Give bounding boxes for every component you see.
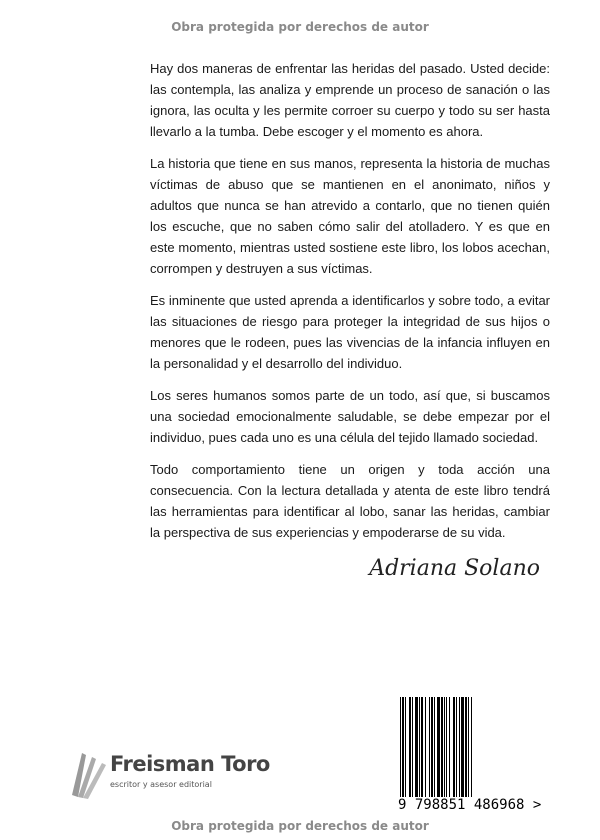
paragraph: Los seres humanos somos parte de un todo, así que, si buscamos una sociedad emocionalmente saludable, se debe empezar por el individuo, pues cada uno es una célula del tejido llamado sociedad. (150, 388, 550, 445)
feather-wings-icon (68, 745, 110, 800)
paragraph: Todo comportamiento tiene un origen y toda acción una consecuencia. Con la lectura detallada y atenta de este libro tendrá las herramientas para identificar al lobo, sanar las heridas, cambiar la perspectiva de sus experiencias y empoderarse de su vida. (150, 462, 550, 540)
isbn-digits: 9 798851 486968 > (398, 797, 542, 813)
publisher-logo (68, 745, 278, 805)
watermark-bottom: Obra protegida por derechos de autor (171, 819, 429, 833)
publisher-tagline: escritor y asesor editorial (110, 780, 212, 789)
paragraph: Es inminente que usted aprenda a identificarlos y sobre todo, a evitar las situaciones de riesgo para proteger la integridad de sus hijos o menores que le rodeen, pues las vivencias de la infancia influyen en la personalidad y el desarrollo del individuo. (150, 293, 550, 371)
back-cover-text (150, 58, 550, 584)
paragraph: La historia que tiene en sus manos, representa la historia de muchas víctimas de abuso que se mantienen en el anonimato, niños y adultos que nunca se han atrevido a contarlo, que no tienen quién los escuche, que no saben cómo salir del atolladero. Y es que en este momento, mientras usted sostiene este libro, los lobos acechan, corrompen y destruyen a sus víctimas. (150, 156, 550, 276)
barcode-bars (400, 697, 528, 797)
paragraph: Hay dos maneras de enfrentar las heridas del pasado. Usted decide: las contempla, las analiza y emprende un proceso de sanación o las ignora, las oculta y les permite corroer su cuerpo y todo su ser hasta llevarlo a la tumba. Debe escoger y el momento es ahora. (150, 61, 550, 139)
author-signature: Adriana Solano (369, 556, 540, 581)
publisher-name: Freisman Toro (110, 752, 270, 776)
isbn-barcode (398, 697, 548, 815)
barcode-bar (472, 697, 473, 797)
watermark-top: Obra protegida por derechos de autor (171, 20, 429, 34)
